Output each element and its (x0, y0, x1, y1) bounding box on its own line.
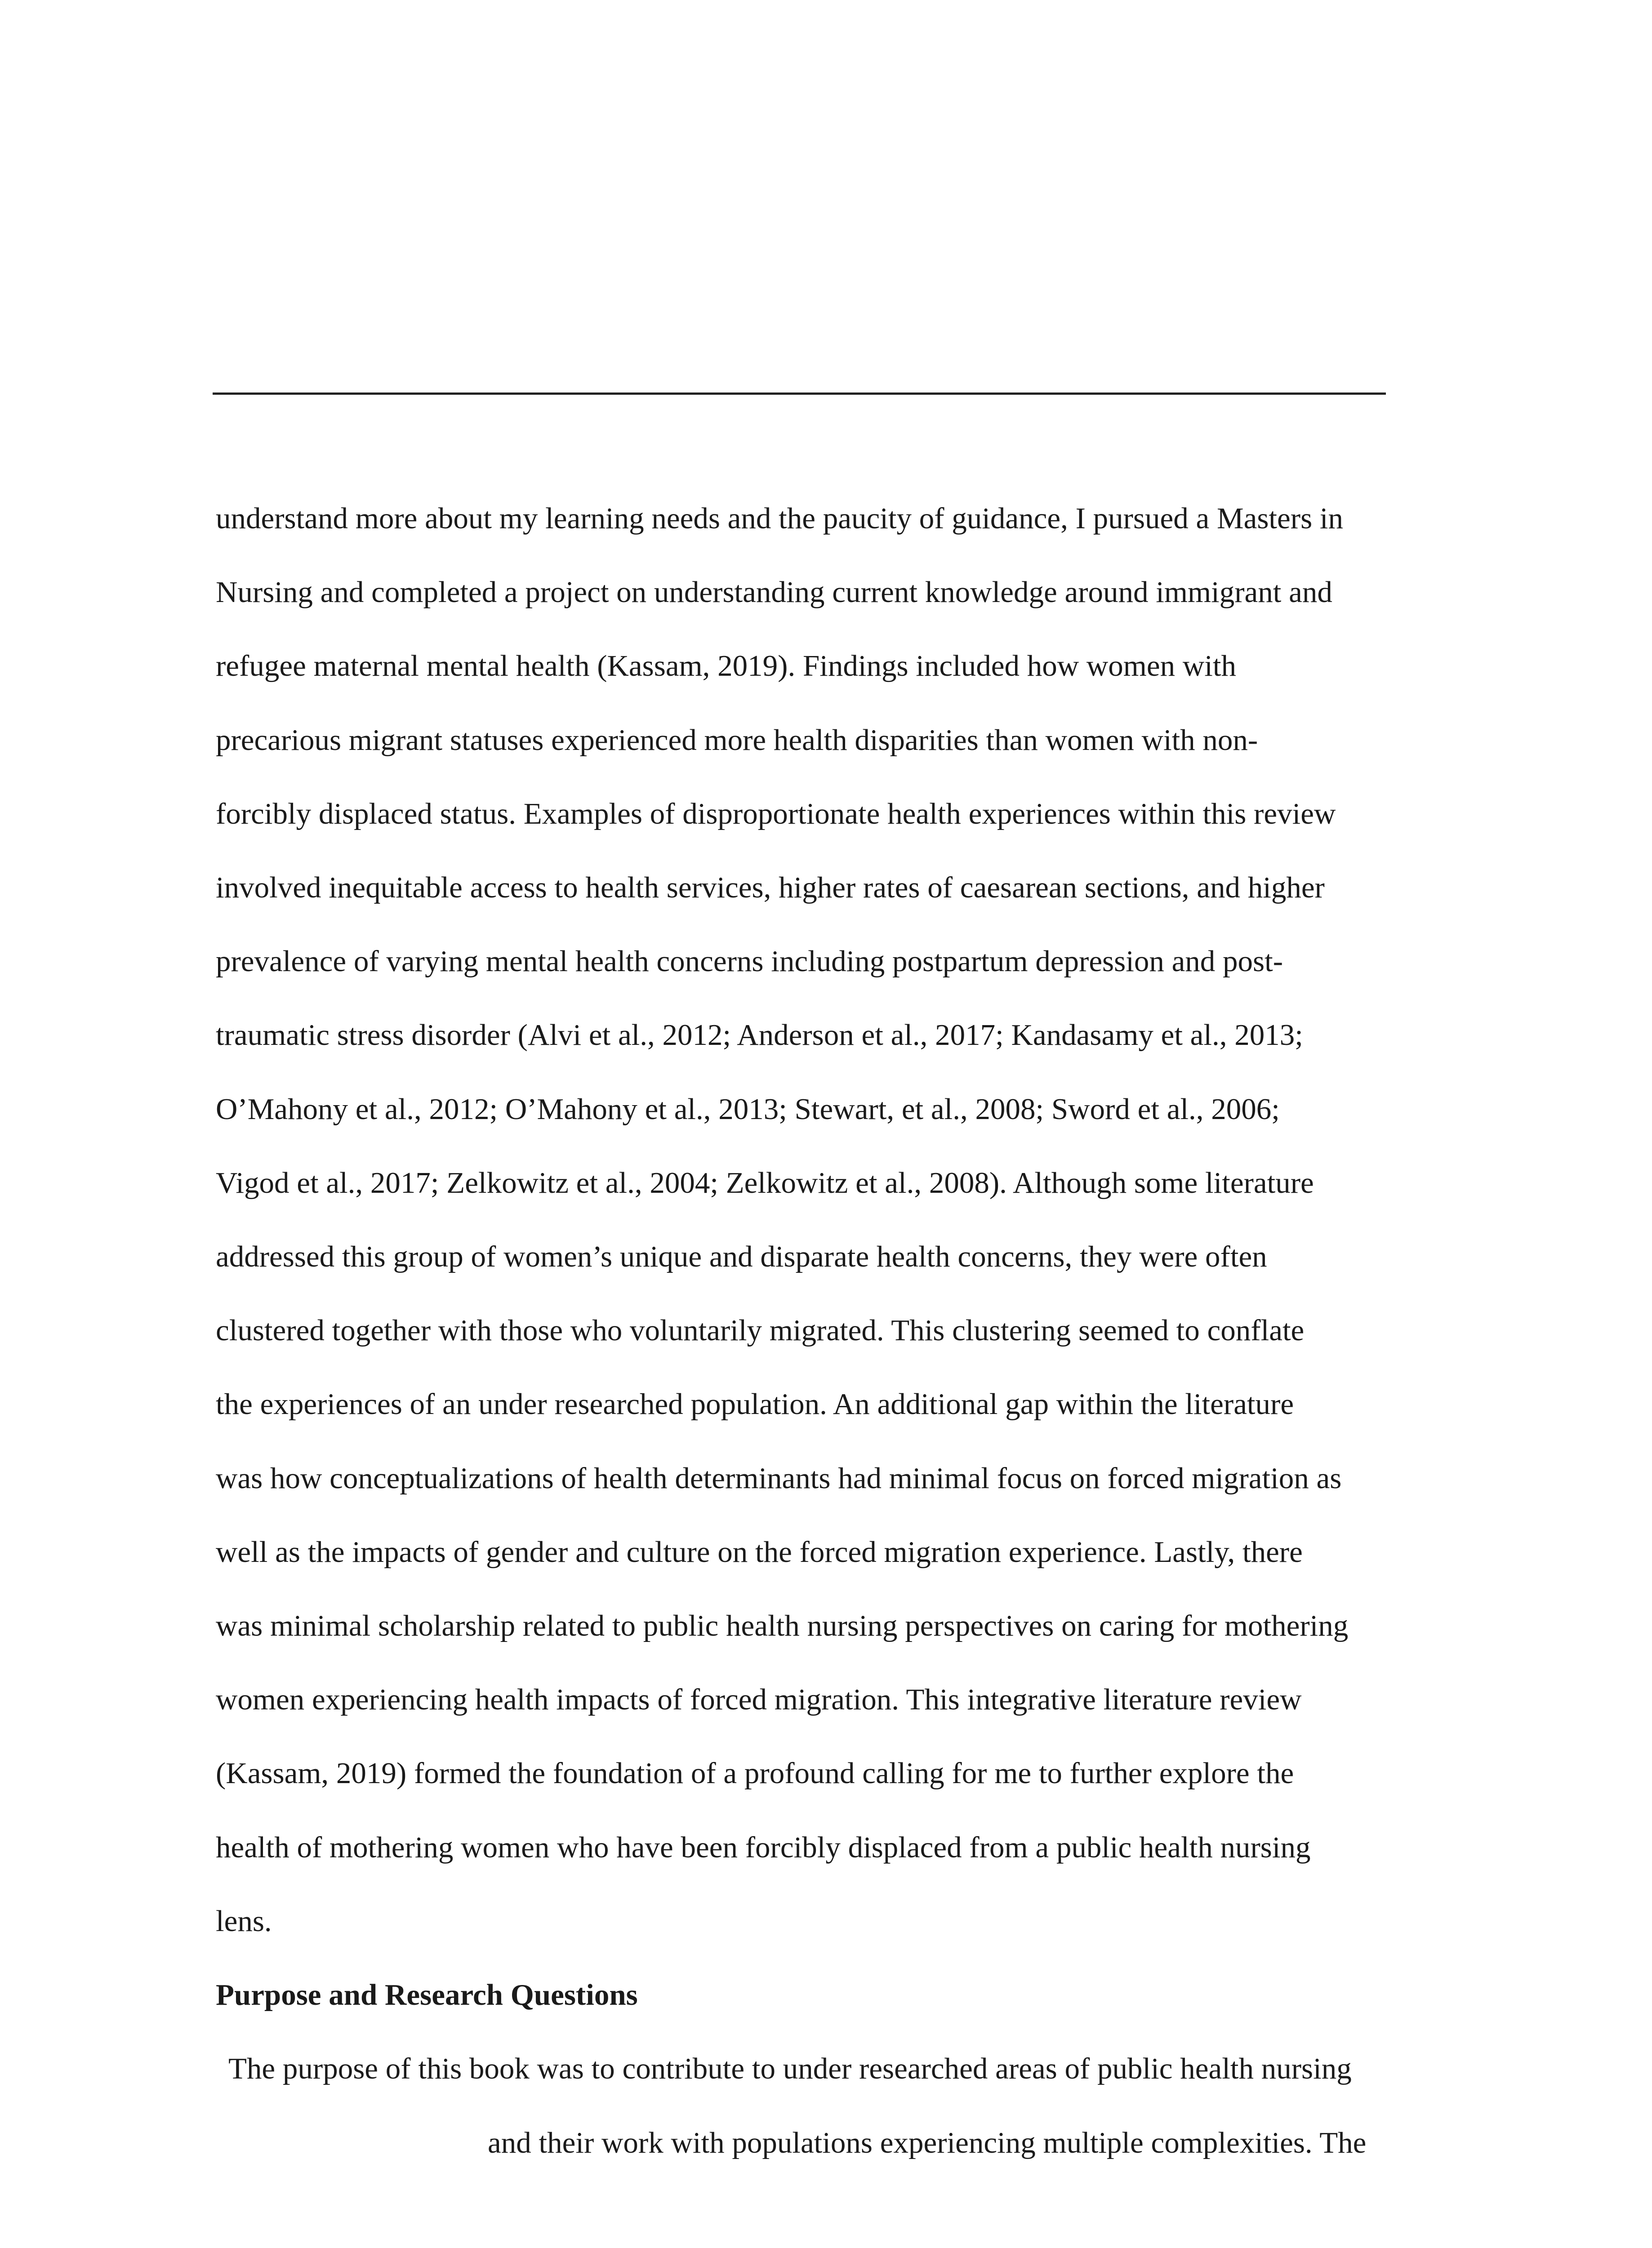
body-line: was minimal scholarship related to public health nursing perspectives on caring for mothering (216, 1609, 1349, 1642)
body-line: O’Mahony et al., 2012; O’Mahony et al., 2013; Stewart, et al., 2008; Sword et al., 2006; (216, 1093, 1280, 1126)
body-line: addressed this group of women’s unique and disparate health concerns, they were often (216, 1240, 1267, 1273)
body-line: understand more about my learning needs and the paucity of guidance, I pursued a Masters in (216, 502, 1344, 535)
body-line: lens. (216, 1905, 272, 1938)
body-line: (Kassam, 2019) formed the foundation of a profound calling for me to further explore the (216, 1757, 1294, 1790)
body-line: well as the impacts of gender and culture on the forced migration experience. Lastly, there (216, 1535, 1303, 1569)
body-line: Nursing and completed a project on understanding current knowledge around immigrant and (216, 575, 1332, 609)
body-line: the experiences of an under researched population. An additional gap within the literature (216, 1387, 1294, 1421)
section-heading: Purpose and Research Questions (216, 1978, 638, 2012)
body-line: refugee maternal mental health (Kassam, 2019). Findings included how women with (216, 649, 1236, 682)
body-line: and their work with populations experiencing multiple complexities. The (488, 2126, 1367, 2159)
body-line: involved inequitable access to health services, higher rates of caesarean sections, and higher (216, 871, 1325, 904)
body-line: women experiencing health impacts of forced migration. This integrative literature review (216, 1683, 1302, 1716)
body-line: traumatic stress disorder (Alvi et al., 2012; Anderson et al., 2017; Kandasamy et al., 2013; (216, 1018, 1303, 1052)
body-line: The purpose of this book was to contribute to under researched areas of public health nursing (228, 2052, 1352, 2085)
body-line: precarious migrant statuses experienced more health disparities than women with non- (216, 723, 1258, 757)
body-line: prevalence of varying mental health concerns including postpartum depression and post- (216, 945, 1283, 978)
body-line: was how conceptualizations of health determinants had minimal focus on forced migration as (216, 1462, 1342, 1495)
body-line: Vigod et al., 2017; Zelkowitz et al., 2004; Zelkowitz et al., 2008). Although some literature (216, 1166, 1314, 1200)
body-line: clustered together with those who voluntarily migrated. This clustering seemed to conflate (216, 1314, 1305, 1347)
body-line: forcibly displaced status. Examples of disproportionate health experiences within this review (216, 797, 1336, 830)
header-rule (213, 393, 1386, 395)
body-line: health of mothering women who have been forcibly displaced from a public health nursing (216, 1831, 1311, 1864)
